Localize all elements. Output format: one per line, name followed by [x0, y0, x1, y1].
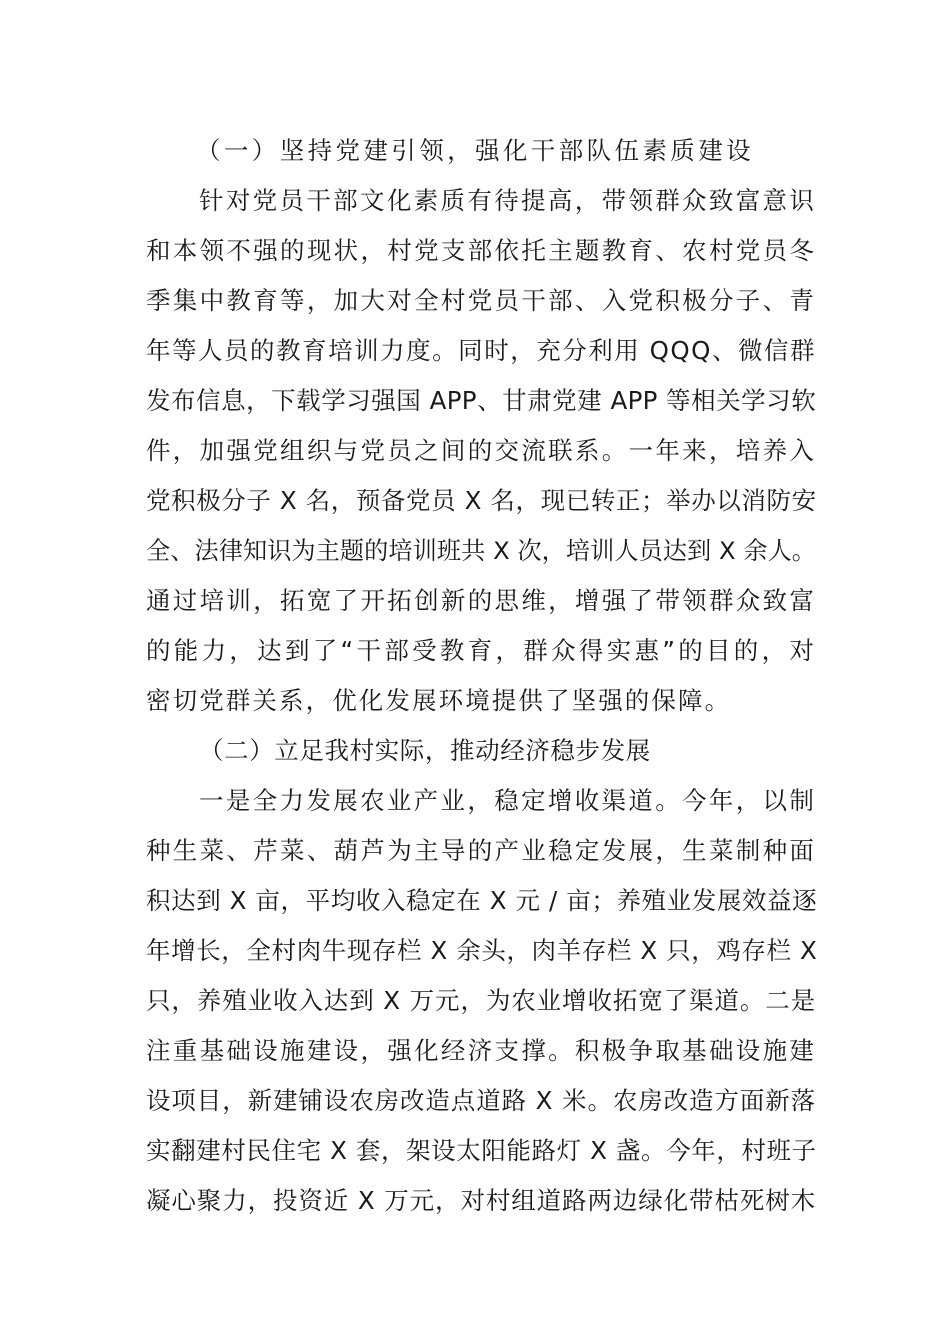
paragraph-line: 一是全力发展农业产业，稳定增收渠道。今年，以制 — [199, 786, 816, 815]
paragraph-line: 季集中教育等，加大对全村党员干部、入党积极分子、青 — [146, 286, 816, 315]
section-heading-1: （一）坚持党建引领，强化干部队伍素质建设 — [196, 136, 754, 165]
paragraph-line: 党积极分子 X 名，预备党员 X 名，现已转正；举办以消防安 — [146, 486, 817, 515]
paragraph-line: 和本领不强的现状，村党支部依托主题教育、农村党员冬 — [146, 236, 816, 265]
paragraph-line: 实翻建村民住宅 X 套，架设太阳能路灯 X 盏。今年，村班子 — [146, 1136, 817, 1165]
paragraph-line: 件，加强党组织与党员之间的交流联系。一年来，培养入 — [146, 436, 816, 465]
paragraph-line: 种生菜、芹菜、葫芦为主导的产业稳定发展，生菜制种面 — [146, 836, 816, 865]
paragraph-line: 设项目，新建铺设农房改造点道路 X 米。农房改造方面新落 — [146, 1086, 817, 1115]
paragraph-line: 密切党群关系，优化发展环境提供了坚强的保障。 — [146, 686, 732, 715]
paragraph-line: 积达到 X 亩，平均收入稳定在 X 元 / 亩；养殖业发展效益逐 — [146, 886, 818, 915]
paragraph-line: 凝心聚力，投资近 X 万元，对村组道路两边绿化带枯死树木 — [146, 1186, 817, 1215]
paragraph-line: 全、法律知识为主题的培训班共 X 次，培训人员达到 X 余人。 — [146, 537, 816, 565]
paragraph-line: 只，养殖业收入达到 X 万元，为农业增收拓宽了渠道。二是 — [146, 986, 817, 1015]
section-heading-2: （二）立足我村实际，推动经济稳步发展 — [199, 736, 651, 765]
paragraph-line: 发布信息，下载学习强国 APP、甘肃党建 APP 等相关学习软 — [146, 386, 816, 415]
paragraph-line: 年增长，全村肉牛现存栏 X 余头，肉羊存栏 X 只，鸡存栏 X — [146, 936, 818, 965]
paragraph-line: 注重基础设施建设，强化经济支撑。积极争取基础设施建 — [146, 1036, 816, 1065]
paragraph-line: 的能力，达到了“干部受教育，群众得实惠”的目的，对 — [146, 636, 816, 665]
paragraph-line: 针对党员干部文化素质有待提高，带领群众致富意识 — [199, 186, 816, 215]
paragraph-line: 通过培训，拓宽了开拓创新的思维，增强了带领群众致富 — [146, 586, 816, 615]
paragraph-line: 年等人员的教育培训力度。同时，充分利用 QQQ、微信群 — [146, 336, 816, 365]
